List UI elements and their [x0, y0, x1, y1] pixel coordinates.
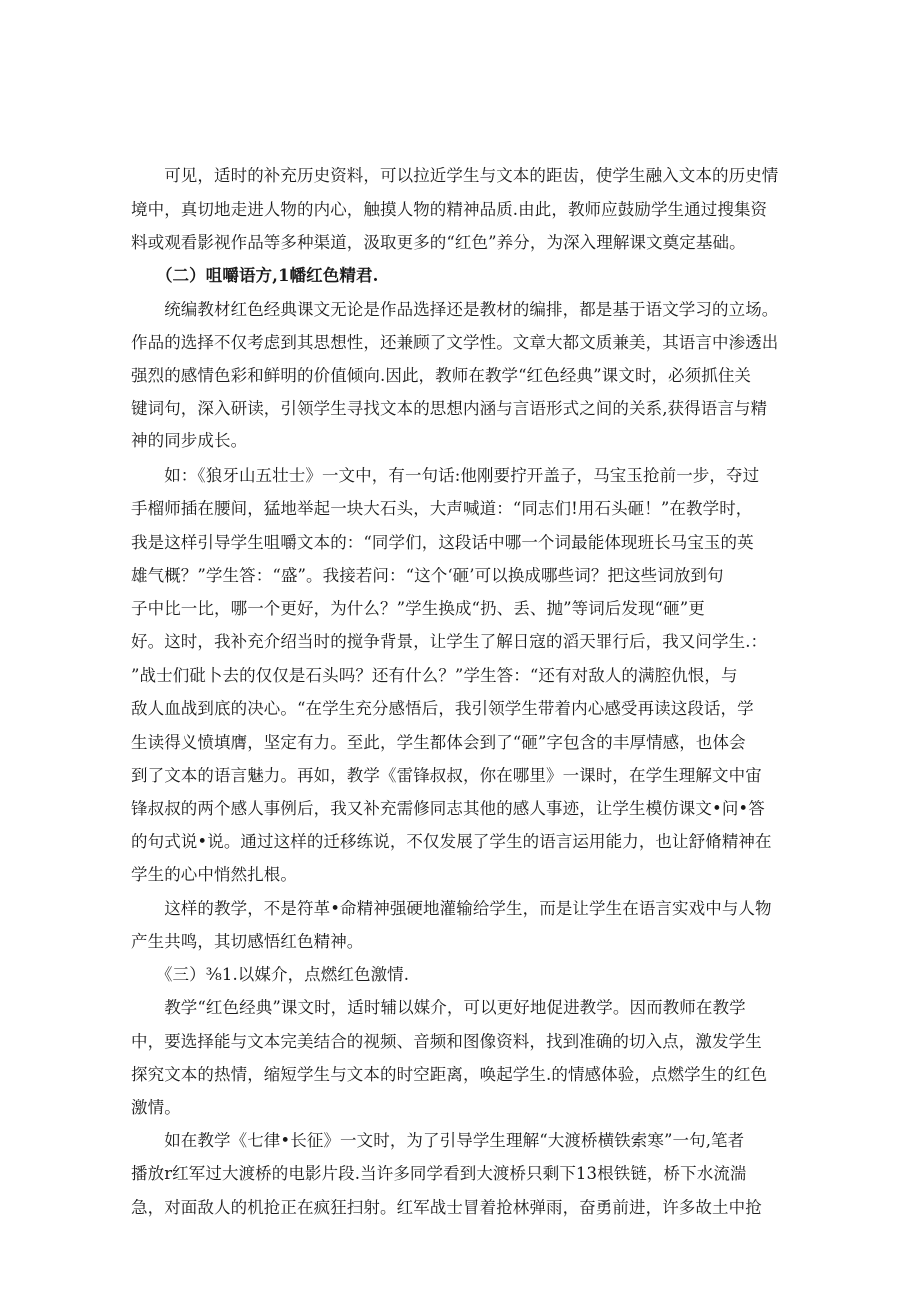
- paragraph-line: 雄气概？”学生答：“盛”。我接若问：“这个‘砸’可以换成哪些词？把这些词放到句: [131, 566, 724, 585]
- paragraph-line: 这样的教学，不是符革•命精神强硬地灌输给学生，而是让学生在语言实戏中与人物: [131, 899, 772, 918]
- paragraph-line: 敌人血战到底的决心。“在学生充分感悟后，我引领学生带着内心感受再读这段话，学: [131, 699, 754, 718]
- paragraph-line: 手榴师插在腰间，猛地举起一块大石头，大声喊道：“同志们!用石头砸！”在教学时，: [131, 499, 753, 518]
- paragraph-line: 学生的心中悄然扎根。: [131, 865, 297, 884]
- paragraph-line: 播放r红军过大渡桥的电影片段.当许多同学看到大渡桥只剩下13根铁链，桥下水流湍: [131, 1164, 747, 1183]
- paragraph-line: 强烈的感情色彩和鲜明的价值倾向.因此，教师在教学“红色经典”课文时，必须抓住关: [131, 366, 752, 385]
- paragraph-line: 统编教材红色经典课文无论是作品选择还是教材的编排，都是基于语文学习的立场。: [131, 300, 779, 319]
- paragraph-line: 我是这样引导学生咀嚼文本的：“同学们，这段话中哪一个词最能体现班长马宝玉的英: [131, 533, 754, 552]
- section-heading: 《三）⅜1.以媒介，点燃红色激情.: [131, 965, 410, 984]
- paragraph-line: 作品的选择不仅考虑到其思想性，还兼顾了文学性。文章大都文质兼美，其语言中渗透出: [131, 333, 779, 352]
- paragraph-line: 键词句，深入研读，引领学生寻找文本的思想内涵与言语形式之间的关系,获得语言与精: [131, 399, 768, 418]
- paragraph-line: 料或观看影视作品等多种渠道，汲取更多的“红色”养分，为深入理解课文奠定基础。: [131, 233, 746, 252]
- paragraph-line: 教学“红色经典”课文时，适时辅以媒介，可以更好地促进教学。因而教师在教学: [131, 998, 746, 1017]
- paragraph-line: 如：《狼牙山五壮士》一文中，有一句话:他刚要拧开盖子，马宝玉抢前一步，夺过: [131, 466, 760, 485]
- paragraph-line: 探究文本的热情，缩短学生与文本的时空距离，唤起学生.的情感体验，点燃学生的红色: [131, 1065, 768, 1084]
- paragraph-line: 中，要选择能与文本完美结合的视频、音频和图像资料，找到准确的切入点，激发学生: [131, 1032, 762, 1051]
- paragraph-line: 产生共鸣，其切感悟红色精神。: [131, 932, 364, 951]
- paragraph-line: 境中，真切地走进人物的内心，触摸人物的精神品质.由此，教师应鼓励学生通过搜集资: [131, 200, 768, 219]
- paragraph-line: 好。这时，我补充介绍当时的搅争背景，让学生了解日寇的滔天罪行后，我又问学生.：: [131, 632, 768, 651]
- paragraph-line: ”战士们砒卜去的仅仅是石头吗？还有什么？”学生答：“还有对敌人的满腔仇恨，与: [131, 666, 738, 685]
- paragraph-line: 锋叔叔的两个感人事例后，我又补充需修同志其他的感人事迹，让学生模仿课文•问•答: [131, 799, 765, 818]
- paragraph-line: 的句式说•说。通过这样的迁移练说，不仅发展了学生的语言运用能力，也让舒脩精神在: [131, 832, 772, 851]
- paragraph-line: 到了文本的语言魅力。再如，教学《雷锋叔叔，你在哪里》一课时，在学生理解文中宙: [131, 766, 762, 785]
- paragraph-line: 可见，适时的补充历史资料，可以拉近学生与文本的距齿，使学生融入文本的历史情: [131, 166, 779, 185]
- paragraph-line: 子中比一比，哪一个更好，为什么？”学生换成“扔、丢、抛”等词后发现“砸”更: [131, 599, 705, 618]
- paragraph-line: 生读得义愤填膺，坚定有力。至此，学生都体会到了“砸”字包含的丰厚情感，也体会: [131, 733, 746, 752]
- section-heading: （二）咀嚼语方,1幡红色精君.: [131, 266, 379, 285]
- paragraph-line: 如在教学《七律•长征》一文时，为了引导学生理解“大渡桥横铁索寒”一句,笔者: [131, 1131, 745, 1150]
- paragraph-line: 激情。: [131, 1098, 181, 1117]
- paragraph-line: 神的同步成长。: [131, 431, 248, 450]
- paragraph-line: 急，对面敌人的机抢正在疯狂扫射。红军战士冒着抢林弹雨，奋勇前进，许多故土中抢: [131, 1198, 762, 1217]
